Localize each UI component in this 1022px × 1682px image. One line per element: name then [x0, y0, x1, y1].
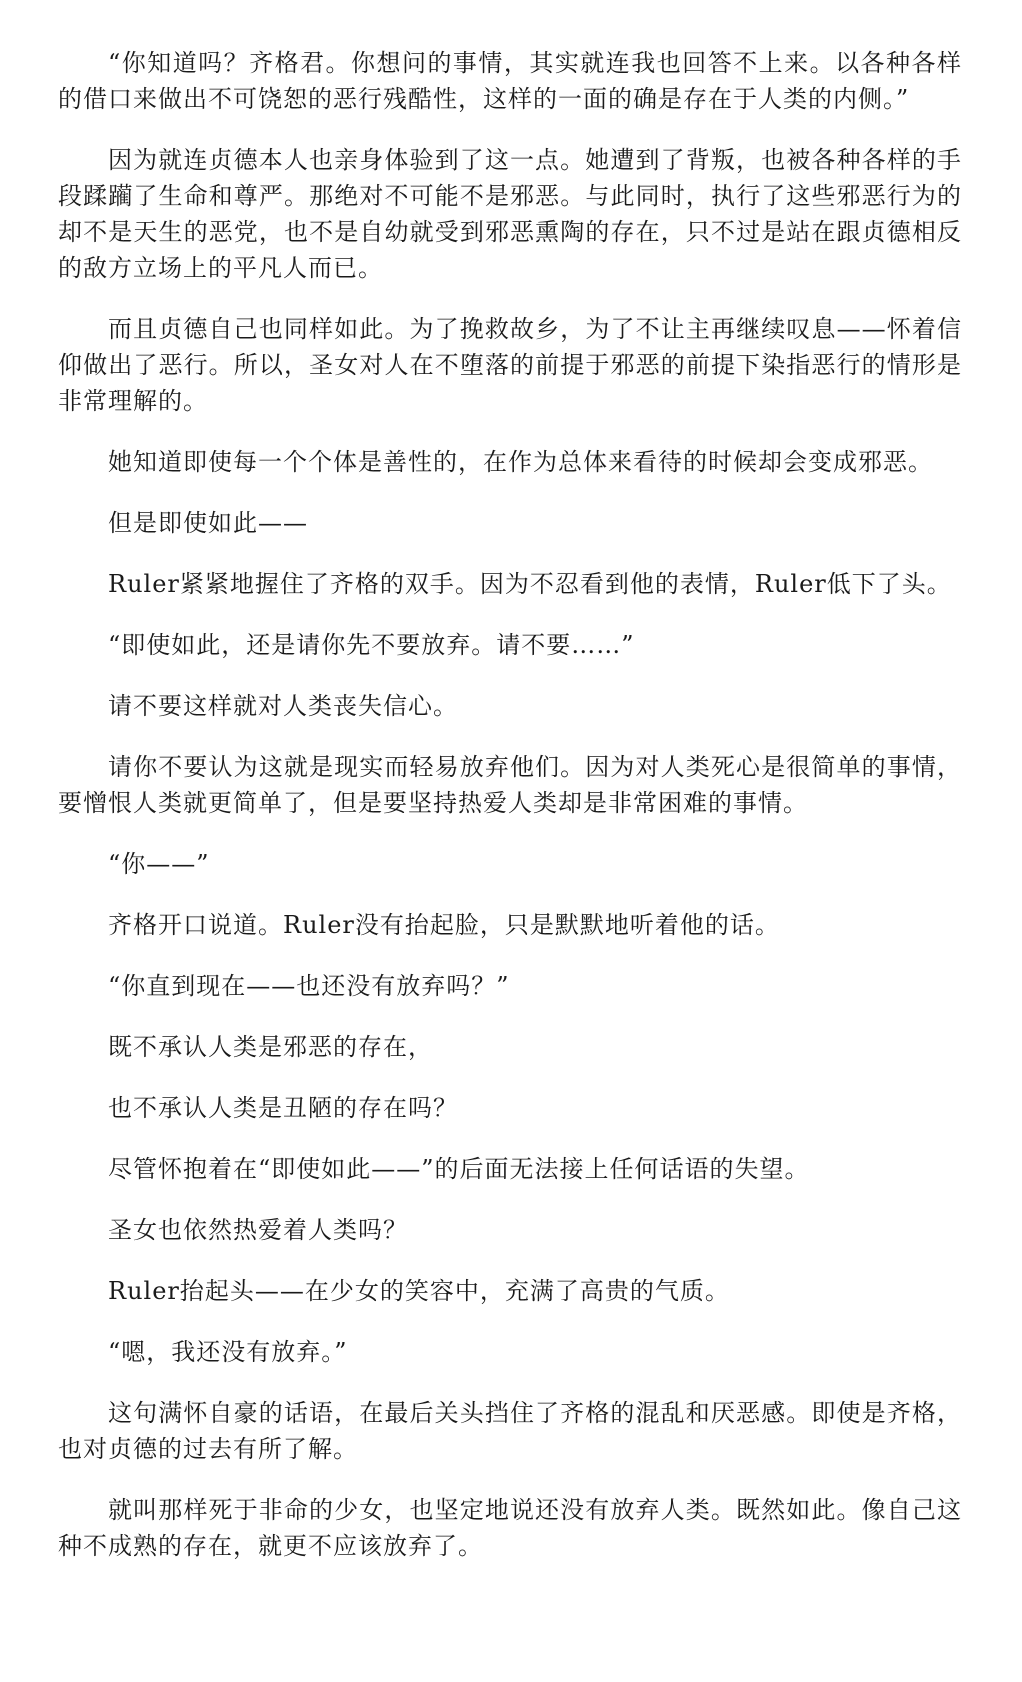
paragraph-18: “嗯，我还没有放弃。”: [108, 1338, 348, 1366]
paragraph-16: 圣女也依然热爱着人类吗？: [108, 1216, 408, 1244]
document-page: [58, 45, 962, 1589]
paragraph-8: 请不要这样就对人类丧失信心。: [108, 692, 458, 720]
paragraph-4: 她知道即使每一个个体是善性的，在作为总体来看待的时候却会变成邪恶。: [108, 448, 933, 476]
paragraph-7: “即使如此，还是请你先不要放弃。请不要……”: [108, 631, 635, 659]
paragraph-20: 就叫那样死于非命的少女，也坚定地说还没有放弃人类。既然如此。像自己这种不成熟的存在，就更不应该放弃了。: [58, 1496, 962, 1560]
paragraph-19: 这句满怀自豪的话语，在最后关头挡住了齐格的混乱和厌恶感。即使是齐格，也对贞德的过去有所了解。: [58, 1399, 962, 1463]
paragraph-1: “你知道吗？齐格君。你想问的事情，其实就连我也回答不上来。以各种各样的借口来做出不可饶恕的恶行残酷性，这样的一面的确是存在于人类的内侧。”: [58, 49, 962, 113]
paragraph-2: 因为就连贞德本人也亲身体验到了这一点。她遭到了背叛，也被各种各样的手段蹂躏了生命和尊严。那绝对不可能不是邪恶。与此同时，执行了这些邪恶行为的却不是天生的恶党，也不是自幼就受到邪恶熏陶的存在，只不过是站在跟贞德相反的敌方立场上的平凡人而已。: [58, 146, 962, 282]
paragraph-10: “你——”: [108, 850, 210, 878]
paragraph-11: 齐格开口说道。Ruler没有抬起脸，只是默默地听着他的话。: [108, 911, 780, 939]
paragraph-3: 而且贞德自己也同样如此。为了挽救故乡，为了不让主再继续叹息——怀着信仰做出了恶行。所以，圣女对人在不堕落的前提于邪恶的前提下染指恶行的情形是非常理解的。: [58, 315, 962, 415]
paragraph-17: Ruler抬起头——在少女的笑容中，充满了高贵的气质。: [108, 1277, 730, 1305]
paragraph-12: “你直到现在——也还没有放弃吗？”: [108, 972, 510, 1000]
paragraph-9: 请你不要认为这就是现实而轻易放弃他们。因为对人类死心是很简单的事情，要憎恨人类就更简单了，但是要坚持热爱人类却是非常困难的事情。: [58, 753, 962, 817]
paragraph-15: 尽管怀抱着在“即使如此——”的后面无法接上任何话语的失望。: [108, 1155, 810, 1183]
paragraph-14: 也不承认人类是丑陋的存在吗？: [108, 1094, 458, 1122]
paragraph-13: 既不承认人类是邪恶的存在，: [108, 1033, 433, 1061]
paragraph-5: 但是即使如此——: [108, 509, 308, 537]
paragraph-6: Ruler紧紧地握住了齐格的双手。因为不忍看到他的表情，Ruler低下了头。: [108, 570, 952, 598]
